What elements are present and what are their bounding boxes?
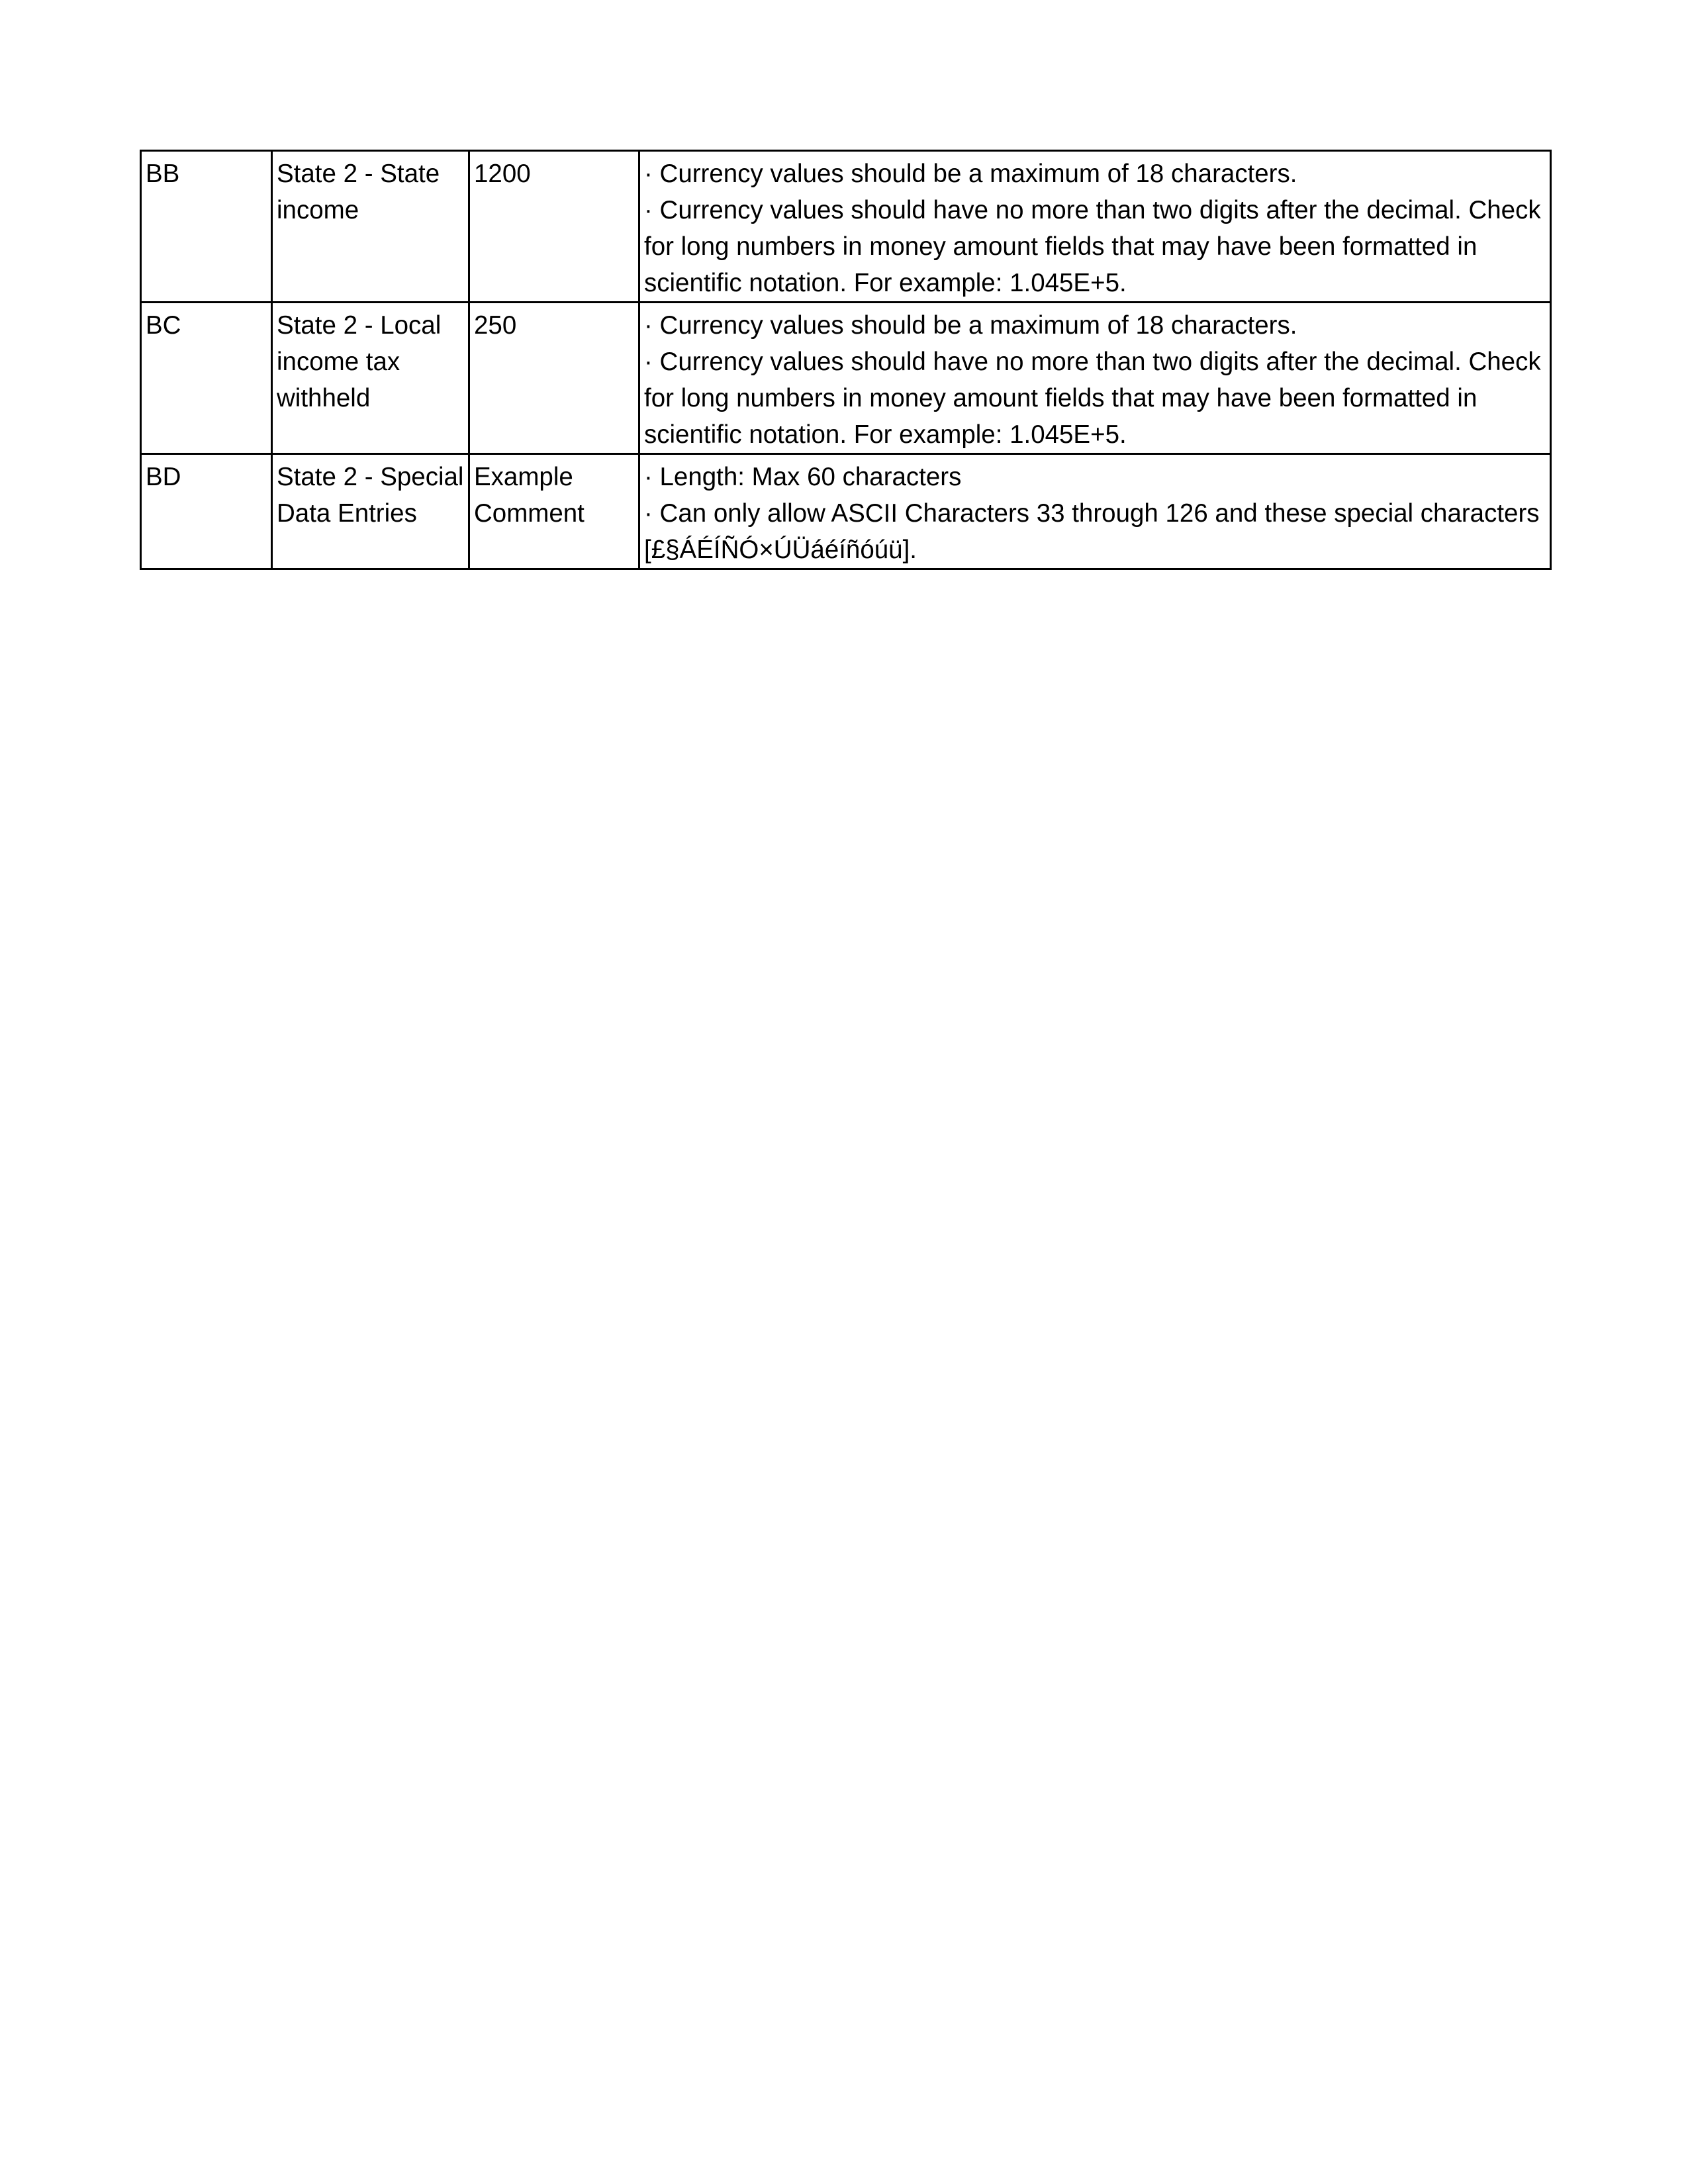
rules-cell xyxy=(639,151,1551,303)
field-requirements-table xyxy=(140,150,1552,570)
rules-cell xyxy=(639,454,1551,569)
table-row xyxy=(141,454,1551,569)
field-name-cell: State 2 - Special Data Entries xyxy=(272,454,469,569)
column-code-cell: BC xyxy=(141,303,272,454)
rule-text: · Currency values should be a maximum of 18 characters. xyxy=(644,311,1297,340)
rule-text: · Length: Max 60 characters xyxy=(644,463,962,491)
column-code-cell: BD xyxy=(141,454,272,569)
example-value-cell: Example Comment xyxy=(469,454,639,569)
rule-text: · Currency values should have no more than two digits after the decimal. Check for long numbers in money amount fields that may have been formatted in scientific notation. For example: 1.045E+5. xyxy=(644,196,1541,297)
example-value-cell: 250 xyxy=(469,303,639,454)
rules-cell xyxy=(639,303,1551,454)
table-row xyxy=(141,303,1551,454)
field-name-cell: State 2 - State income xyxy=(272,151,469,303)
rule-text: · Can only allow ASCII Characters 33 through 126 and these special characters [£§ÁÉÍÑÓ×ÚÜáéíñóúü]. xyxy=(644,499,1540,564)
example-value-cell: 1200 xyxy=(469,151,639,303)
rule-text: · Currency values should have no more than two digits after the decimal. Check for long numbers in money amount fields that may have been formatted in scientific notation. For example: 1.045E+5. xyxy=(644,348,1541,449)
column-code-cell: BB xyxy=(141,151,272,303)
rule-text: · Currency values should be a maximum of 18 characters. xyxy=(644,160,1297,188)
field-name-cell: State 2 - Local income tax withheld xyxy=(272,303,469,454)
table-row xyxy=(141,151,1551,303)
